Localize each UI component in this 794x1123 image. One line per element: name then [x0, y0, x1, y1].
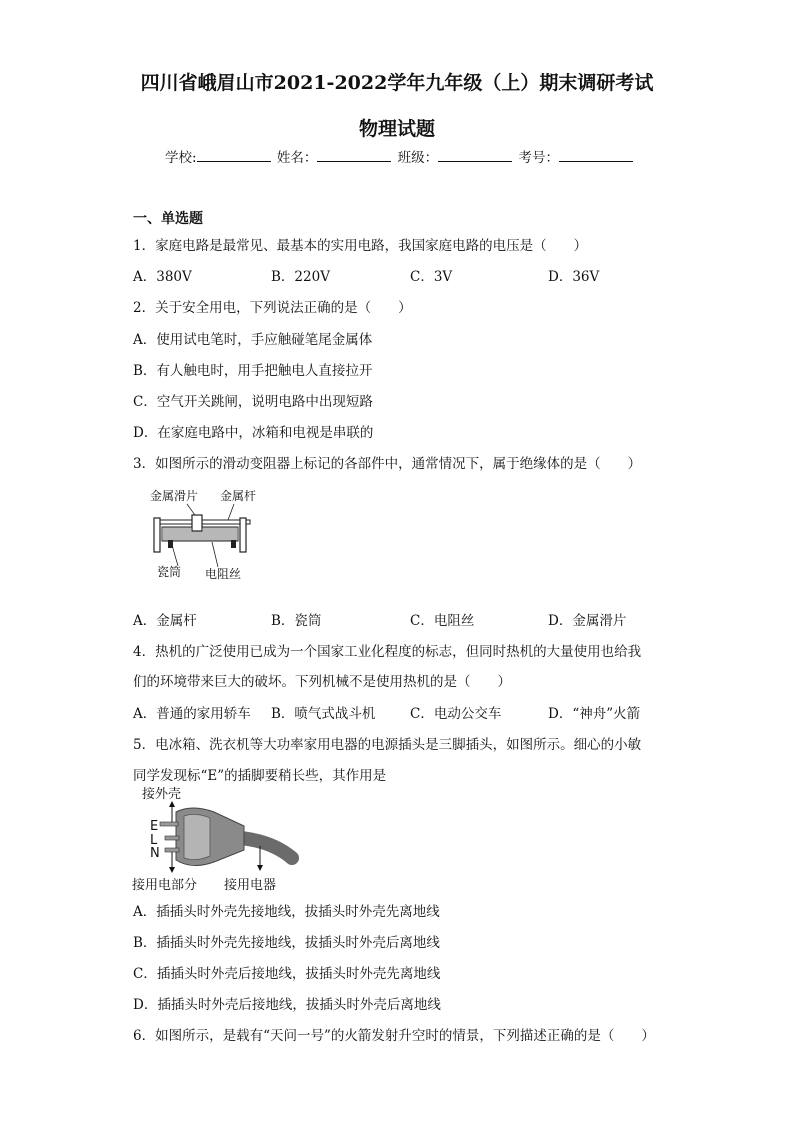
question-4-stem-line2: 们的环境带来巨大的破坏。下列机械不是使用热机的是（ ）: [133, 674, 511, 690]
label-metal-slider: 金属滑片: [150, 489, 199, 503]
question-5-option-d[interactable]: D．插插头时外壳后接地线，拔插头时外壳后离地线: [133, 997, 441, 1013]
question-1-stem: 1．家庭电路是最常见、最基本的实用电路，我国家庭电路的电压是（ ）: [133, 238, 588, 254]
left-terminal: [168, 540, 173, 548]
number-label: 考号：: [518, 150, 559, 166]
name-blank: [317, 149, 391, 162]
name-label: 姓名：: [276, 150, 318, 166]
right-support: [240, 518, 246, 552]
question-1-option-a[interactable]: A．380V: [133, 269, 192, 285]
question-5-stem-line2: 同学发现标“E”的插脚要稍长些，其作用是: [133, 768, 387, 784]
arrow-down-power: [169, 867, 175, 873]
plug-cable: [240, 838, 292, 858]
question-3-option-b[interactable]: B．瓷筒: [271, 613, 322, 629]
label-n: N: [150, 846, 160, 861]
exam-subtitle: 物理试题: [358, 118, 435, 140]
question-5-option-b[interactable]: B．插插头时外壳先接地线，拔插头时外壳后离地线: [133, 935, 440, 951]
label-ceramic-tube: 瓷筒: [157, 565, 182, 579]
exam-title: 四川省峨眉山市2021-2022学年九年级（上）期末调研考试: [140, 72, 654, 94]
label-resistance-wire: 电阻丝: [205, 567, 242, 581]
section-title: 一、单选题: [133, 211, 203, 227]
plug-face: [184, 814, 210, 859]
question-4-option-b[interactable]: B．喷气式战斗机: [271, 706, 376, 722]
question-5-option-a[interactable]: A．插插头时外壳先接地线，拔插头时外壳先离地线: [133, 904, 440, 920]
arrow-down-appliance: [257, 865, 263, 871]
question-2-stem: 2．关于安全用电，下列说法正确的是（ ）: [133, 300, 412, 316]
question-1-option-d[interactable]: D．36V: [548, 269, 600, 285]
rheostat-figure: [140, 484, 280, 586]
class-blank: [438, 149, 512, 162]
right-terminal: [231, 540, 236, 548]
pin-l: [165, 836, 179, 840]
metal-rod: [156, 520, 250, 524]
label-power-part: 接用电部分: [132, 878, 198, 893]
question-3-option-a[interactable]: A．金属杆: [133, 613, 197, 629]
question-4-option-a[interactable]: A．普通的家用轿车: [133, 706, 251, 722]
label-e: E: [150, 819, 159, 834]
question-2-option-a[interactable]: A．使用试电笔时，手应触碰笔尾金属体: [133, 332, 373, 348]
question-3-option-c[interactable]: C．电阻丝: [410, 613, 475, 629]
pin-e: [160, 822, 178, 826]
question-3-stem: 3．如图所示的滑动变阻器上标记的各部件中，通常情况下，属于绝缘体的是（ ）: [133, 456, 642, 472]
label-appliance: 接用电器: [224, 878, 277, 893]
question-2-option-d[interactable]: D．在家庭电路中，冰箱和电视是串联的: [133, 425, 374, 441]
pin-n: [165, 848, 179, 852]
question-3-option-d[interactable]: D．金属滑片: [548, 613, 627, 629]
question-5-option-c[interactable]: C．插插头时外壳后接地线，拔插头时外壳先离地线: [133, 966, 441, 982]
class-label: 班级：: [397, 150, 439, 166]
question-2-option-b[interactable]: B．有人触电时，用手把触电人直接拉开: [133, 363, 373, 379]
question-4-option-c[interactable]: C．电动公交车: [410, 706, 502, 722]
three-pin-plug-figure: [132, 786, 302, 896]
label-shell: 接外壳: [142, 787, 182, 802]
number-blank: [559, 149, 633, 162]
metal-slider: [192, 515, 202, 531]
school-label: 学校:: [165, 150, 197, 166]
school-blank: [197, 149, 271, 162]
student-info-row: [165, 146, 635, 166]
question-5-stem-line1: 5．电冰箱、洗衣机等大功率家用电器的电源插头是三脚插头，如图所示。细心的小敏: [133, 737, 642, 753]
question-4-option-d[interactable]: D．“神舟”火箭: [548, 706, 641, 722]
label-l: L: [150, 833, 158, 848]
question-1-option-c[interactable]: C．3V: [410, 269, 453, 285]
question-6-stem: 6．如图所示，是载有“天问一号”的火箭发射升空时的情景，下列描述正确的是（ ）: [133, 1028, 655, 1044]
question-1-option-b[interactable]: B．220V: [271, 269, 330, 285]
question-4-stem-line1: 4．热机的广泛使用已成为一个国家工业化程度的标志，但同时热机的大量使用也给我: [133, 644, 642, 660]
question-2-option-c[interactable]: C．空气开关跳闸，说明电路中出现短路: [133, 394, 373, 410]
left-support: [154, 518, 160, 552]
label-metal-rod: 金属杆: [220, 489, 257, 503]
